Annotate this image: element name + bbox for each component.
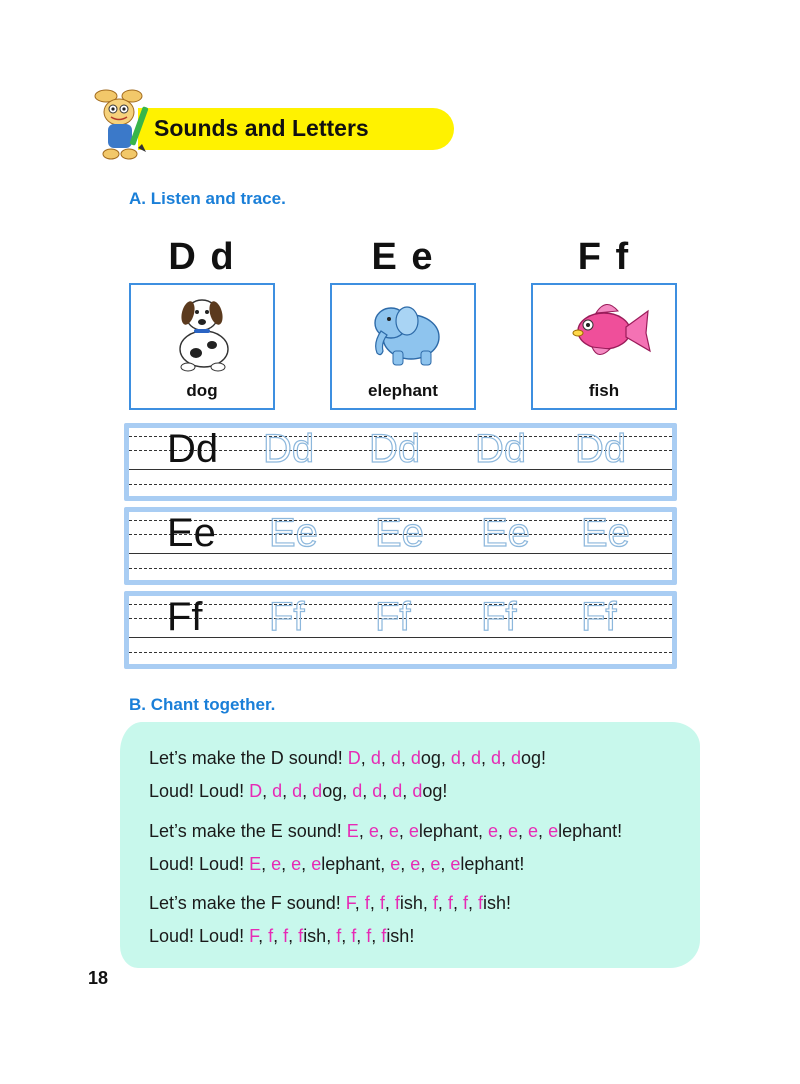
card-word-dog: dog xyxy=(186,381,218,400)
model-letters-d: Dd xyxy=(167,427,219,471)
page-number: 18 xyxy=(88,968,109,988)
picture-card-fish xyxy=(531,283,677,410)
card-word-fish: fish xyxy=(588,381,620,400)
letter-pair-d: D d xyxy=(168,236,236,278)
trace-row-d xyxy=(124,423,677,501)
picture-card-elephant xyxy=(330,283,476,410)
letter-pair-f: F f xyxy=(577,236,631,278)
dog-picture xyxy=(154,291,254,373)
trace-letters-f: Ff xyxy=(481,595,517,639)
chant-line: Let’s make the F sound! F, f, f, fish, f, f, f, fish! xyxy=(149,893,512,913)
trace-letters-f: Ff xyxy=(581,595,617,639)
chant-line: Loud! Loud! D, d, d, dog, d, d, d, dog! xyxy=(149,781,448,801)
trace-letters-f: Ff xyxy=(375,595,411,639)
model-letters-f: Ff xyxy=(167,595,203,639)
rabbit-mascot-icon xyxy=(86,86,158,162)
chant-line: Loud! Loud! F, f, f, fish, f, f, f, fish! xyxy=(149,926,415,946)
section-a-title: A. Listen and trace. xyxy=(129,189,286,208)
trace-letters-d: Dd xyxy=(369,427,421,471)
trace-letters-d: Dd xyxy=(263,427,315,471)
chant-line: Loud! Loud! E, e, e, elephant, e, e, e, elephant! xyxy=(149,854,525,874)
chant-line: Let’s make the E sound! E, e, e, elephant, e, e, e, elephant! xyxy=(149,821,623,841)
trace-row-f xyxy=(124,591,677,669)
tracing-area xyxy=(124,423,677,669)
trace-letters-f: Ff xyxy=(269,595,305,639)
title-banner xyxy=(138,108,454,150)
picture-card-dog xyxy=(129,283,275,410)
chant-line: Let’s make the D sound! D, d, d, dog, d, d, d, dog! xyxy=(149,748,547,768)
trace-row-e xyxy=(124,507,677,585)
letter-pair-e: E e xyxy=(371,236,435,278)
trace-letters-e: Ee xyxy=(375,511,424,555)
trace-letters-d: Dd xyxy=(575,427,627,471)
fish-picture xyxy=(556,291,656,373)
card-word-elephant: elephant xyxy=(368,381,438,400)
section-b-title: B. Chant together. xyxy=(129,695,276,714)
trace-letters-d: Dd xyxy=(475,427,527,471)
elephant-picture xyxy=(355,291,455,373)
trace-letters-e: Ee xyxy=(269,511,318,555)
trace-letters-e: Ee xyxy=(481,511,530,555)
trace-letters-e: Ee xyxy=(581,511,630,555)
model-letters-e: Ee xyxy=(167,511,216,555)
page-title: Sounds and Letters xyxy=(154,115,369,141)
